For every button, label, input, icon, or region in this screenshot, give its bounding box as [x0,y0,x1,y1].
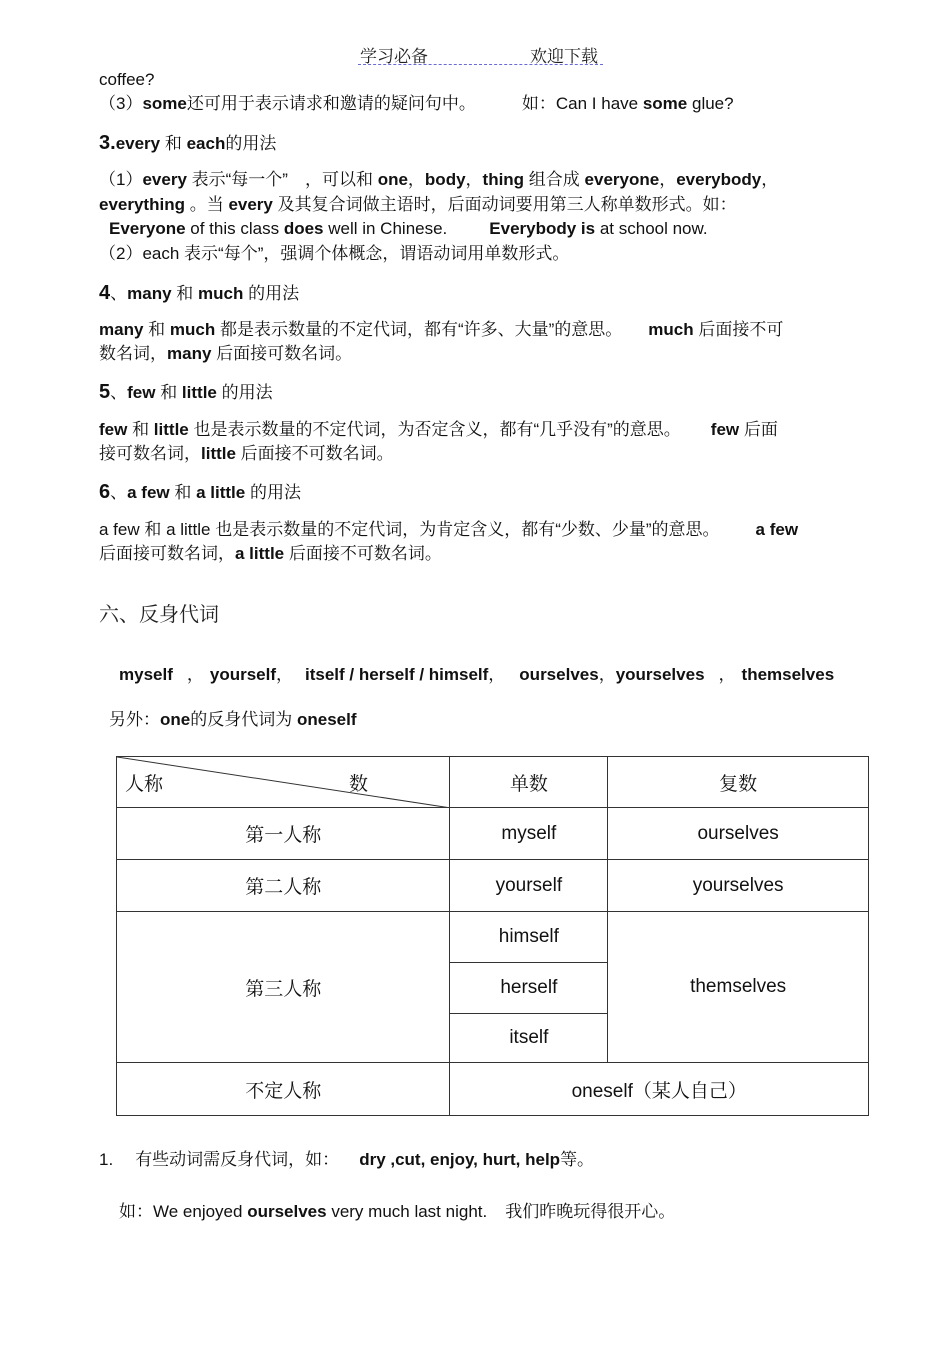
table-corner-cell [117,757,450,808]
diagonal-divider [117,757,451,808]
text-line: coffee? [99,70,155,89]
header-underline [358,64,603,65]
singular-cell: myself [450,808,608,860]
example-line: 如：We enjoyed ourselves very much last night. 我们昨晚玩得很开心。 [119,1202,676,1221]
col-header-plural: 复数 [608,757,869,808]
table-row [117,1063,869,1116]
note-line: 1. 有些动词需反身代词，如： dry ,cut, enjoy, hurt, help等。 [99,1150,595,1169]
section-heading: 4、many 和 much 的用法 [99,282,300,304]
person-cell: 第一人称 [117,808,450,860]
text-line: 接可数名词，little 后面接不可数名词。 [99,444,394,463]
person-cell: 第二人称 [117,860,450,912]
corner-number-label: 数 [349,774,369,795]
text-line: everything 。当 every 及其复合词做主语时，后面动词要用第三人称单数形式。如： [99,195,737,214]
col-header-singular: 单数 [450,757,608,808]
corner-person-label: 人称 [125,774,164,795]
person-cell: 第三人称 [117,912,450,1063]
text-line: many 和 much 都是表示数量的不定代词，都有“许多、大量”的意思。 much 后面接不可 [99,320,784,339]
header-left: 学习必备 [360,47,428,66]
table-row [117,912,869,963]
text-line: a few 和 a little 也是表示数量的不定代词，为肯定含义，都有“少数、少量”的意思。 a few [99,520,799,539]
shared-cell: oneself（某人自己） [450,1063,869,1116]
table-row [117,860,869,912]
plural-cell: yourselves [608,860,869,912]
person-cell: 不定人称 [117,1063,450,1116]
header-right: 欢迎下载 [530,47,598,66]
text-line: （1）every 表示“每一个” ，可以和 one，body，thing 组合成 everyone，everybody， [99,170,779,189]
singular-cell: yourself [450,860,608,912]
plural-cell: ourselves [608,808,869,860]
section-heading: 3.every 和 each的用法 [99,132,277,154]
table-row [117,808,869,860]
text-line: （2）each 表示“每个”，强调个体概念，谓语动词用单数形式。 [99,244,570,263]
text-line: 数名词，many 后面接可数名词。 [99,344,353,363]
text-line: 后面接可数名词，a little 后面接不可数名词。 [99,544,442,563]
singular-cell: itself [450,1014,608,1063]
section-title: 六、反身代词 [99,604,219,626]
text-line: 另外：one的反身代词为 oneself [109,710,357,729]
singular-cell: himself [450,912,608,963]
example-line: Everyone of this class does well in Chinese. Everybody is at school now. [109,219,708,238]
pronoun-list: myself ， yourself， itself / herself / himself， ourselves，yourselves ， themselves [119,665,835,684]
text-line: （3）some还可用于表示请求和邀请的疑问句中。 如：Can I have some glue? [99,94,734,113]
section-heading: 5、few 和 little 的用法 [99,381,273,403]
reflexive-pronoun-table [116,756,869,1116]
singular-cell: herself [450,963,608,1014]
plural-cell: themselves [608,912,869,1063]
text-line: few 和 little 也是表示数量的不定代词，为否定含义，都有“几乎没有”的意思。 few 后面 [99,420,778,439]
section-heading: 6、a few 和 a little 的用法 [99,481,301,503]
